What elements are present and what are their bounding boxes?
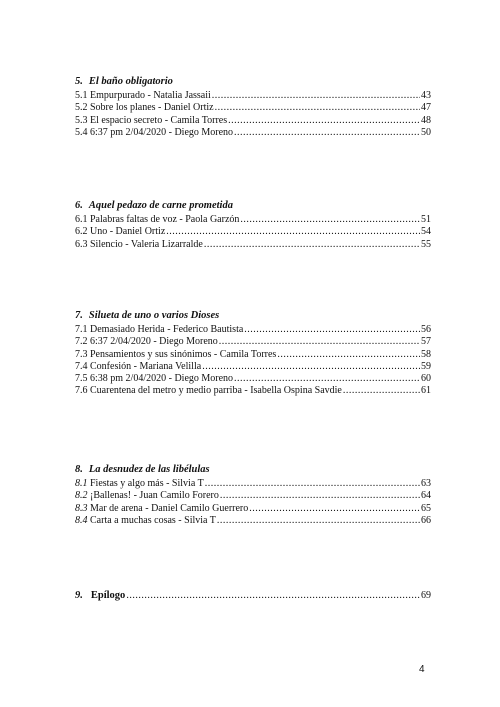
- entry-title: Confesión - Mariana Velilla: [90, 360, 202, 372]
- leader-dots: [343, 385, 420, 397]
- toc-entry[interactable]: [75, 127, 431, 139]
- entry-page: 65: [421, 502, 431, 514]
- entry-number: 8.3: [75, 502, 88, 514]
- entry-number: 6.1: [75, 214, 88, 225]
- entry-page: 54: [421, 226, 431, 238]
- leader-dots: [202, 361, 420, 373]
- entry-page: 48: [421, 114, 431, 126]
- section-title: [75, 463, 431, 476]
- toc-entry[interactable]: [75, 503, 431, 515]
- leader-dots: [234, 127, 420, 139]
- entry-number: 7.4: [75, 360, 88, 372]
- leader-dots: [244, 324, 420, 336]
- section-number: 8.: [75, 464, 83, 475]
- leader-dots: [166, 226, 420, 238]
- entry-number: 7.6: [75, 385, 88, 397]
- toc-entry[interactable]: [75, 115, 431, 127]
- toc-section-8: [75, 463, 431, 527]
- leader-dots: [234, 373, 420, 385]
- section-heading: El baño obligatorio: [88, 76, 173, 87]
- entry-title: Carta a muchas cosas - Silvia T: [90, 514, 216, 526]
- toc-entry[interactable]: [75, 490, 431, 502]
- entry-title: ¡Ballenas! - Juan Camilo Forero: [90, 490, 219, 502]
- entry-number: 7.1: [75, 324, 88, 335]
- leader-dots: [228, 115, 420, 127]
- entry-title: Palabras faltas de voz - Paola Garzón: [90, 214, 240, 225]
- toc-entry[interactable]: [75, 336, 431, 348]
- entry-title: 6:37 2/04/2020 - Diego Moreno: [90, 336, 218, 348]
- leader-dots: [204, 239, 420, 251]
- entry-number: 5.3: [75, 114, 88, 126]
- section-heading: La desnudez de las libélulas: [88, 464, 210, 475]
- toc-section-9: [75, 589, 431, 602]
- toc-entry[interactable]: [75, 478, 431, 490]
- toc-entry[interactable]: [75, 214, 431, 226]
- entry-title: Silencio - Valeria Lizarralde: [90, 238, 203, 250]
- entry-number: 7.3: [75, 348, 88, 360]
- entry-page: 58: [421, 348, 431, 360]
- toc-entry[interactable]: [75, 385, 431, 397]
- section-heading: Silueta de uno o varios Dioses: [88, 310, 220, 321]
- toc-entry[interactable]: [75, 90, 431, 102]
- entry-number: 6.2: [75, 226, 88, 238]
- section-title: [75, 75, 431, 88]
- section-number: 6.: [75, 200, 83, 211]
- leader-dots: [205, 478, 420, 490]
- entry-number: 5.4: [75, 126, 88, 138]
- toc-entry[interactable]: [75, 361, 431, 373]
- entry-title: El espacio secreto - Camila Torres: [90, 114, 228, 126]
- entry-title: Mar de arena - Daniel Camilo Guerrero: [90, 502, 249, 514]
- leader-dots: [249, 503, 420, 515]
- toc-entry[interactable]: [75, 226, 431, 238]
- entry-number: 5.1: [75, 90, 88, 101]
- entry-page: 56: [421, 324, 431, 335]
- entry-number: 8.4: [75, 514, 88, 526]
- section-heading: Aquel pedazo de carne prometida: [88, 200, 233, 211]
- toc-section-6: [75, 199, 431, 251]
- leader-dots: [212, 90, 420, 102]
- entry-title: Sobre los planes - Daniel Ortiz: [90, 102, 214, 114]
- entry-page: 59: [421, 360, 431, 372]
- entry-title: Fiestas y algo más - Silvia T: [90, 478, 204, 489]
- leader-dots: [215, 102, 420, 114]
- entry-title: Cuarentena del metro y medio parriba - Isabella Ospina Savdie: [90, 385, 342, 397]
- toc-entry[interactable]: [75, 102, 431, 114]
- leader-dots: [219, 336, 420, 348]
- entry-number: 8.1: [75, 478, 88, 489]
- leader-dots: [240, 214, 420, 226]
- entry-number: 7.2: [75, 336, 88, 348]
- entry-title: Empurpurado - Natalia Jassaii: [90, 90, 211, 101]
- toc-entry[interactable]: [75, 349, 431, 361]
- entry-number: 8.2: [75, 490, 88, 502]
- entry-page: 50: [421, 126, 431, 138]
- entry-page: 51: [421, 214, 431, 225]
- page-number: 4: [419, 664, 425, 675]
- leader-dots: [126, 589, 420, 602]
- toc-section-7: [75, 309, 431, 398]
- entry-page: 61: [421, 385, 431, 397]
- entry-page: 64: [421, 490, 431, 502]
- entry-page: 55: [421, 238, 431, 250]
- entry-title: Uno - Daniel Ortiz: [90, 226, 166, 238]
- entry-page: 60: [421, 373, 431, 385]
- entry-page: 47: [421, 102, 431, 114]
- toc-entry[interactable]: [75, 515, 431, 527]
- section-number: 7.: [75, 310, 83, 321]
- toc-entry[interactable]: [75, 324, 431, 336]
- entry-page: 57: [421, 336, 431, 348]
- toc-entry[interactable]: [75, 373, 431, 385]
- entry-page: 63: [421, 478, 431, 489]
- leader-dots: [217, 515, 420, 527]
- toc-entry[interactable]: [75, 239, 431, 251]
- section-number: 5.: [75, 76, 83, 87]
- section-title: [75, 309, 431, 322]
- entry-page: 66: [421, 514, 431, 526]
- section-number: 9.: [75, 590, 83, 601]
- entry-title: Demasiado Herida - Federico Bautista: [90, 324, 244, 335]
- section-heading: Epílogo: [90, 590, 126, 601]
- entry-page: 69: [421, 590, 431, 601]
- section-title: [75, 199, 431, 212]
- entry-number: 7.5: [75, 373, 88, 385]
- entry-title: 6:37 pm 2/04/2020 - Diego Moreno: [90, 126, 234, 138]
- epilogue-entry[interactable]: [75, 589, 431, 602]
- leader-dots: [277, 349, 420, 361]
- entry-number: 5.2: [75, 102, 88, 114]
- leader-dots: [220, 490, 420, 502]
- entry-page: 43: [421, 90, 431, 101]
- entry-title: Pensamientos y sus sinónimos - Camila Torres: [90, 348, 277, 360]
- entry-title: 6:38 pm 2/04/2020 - Diego Moreno: [90, 373, 234, 385]
- toc-section-5: [75, 75, 431, 139]
- entry-number: 6.3: [75, 238, 88, 250]
